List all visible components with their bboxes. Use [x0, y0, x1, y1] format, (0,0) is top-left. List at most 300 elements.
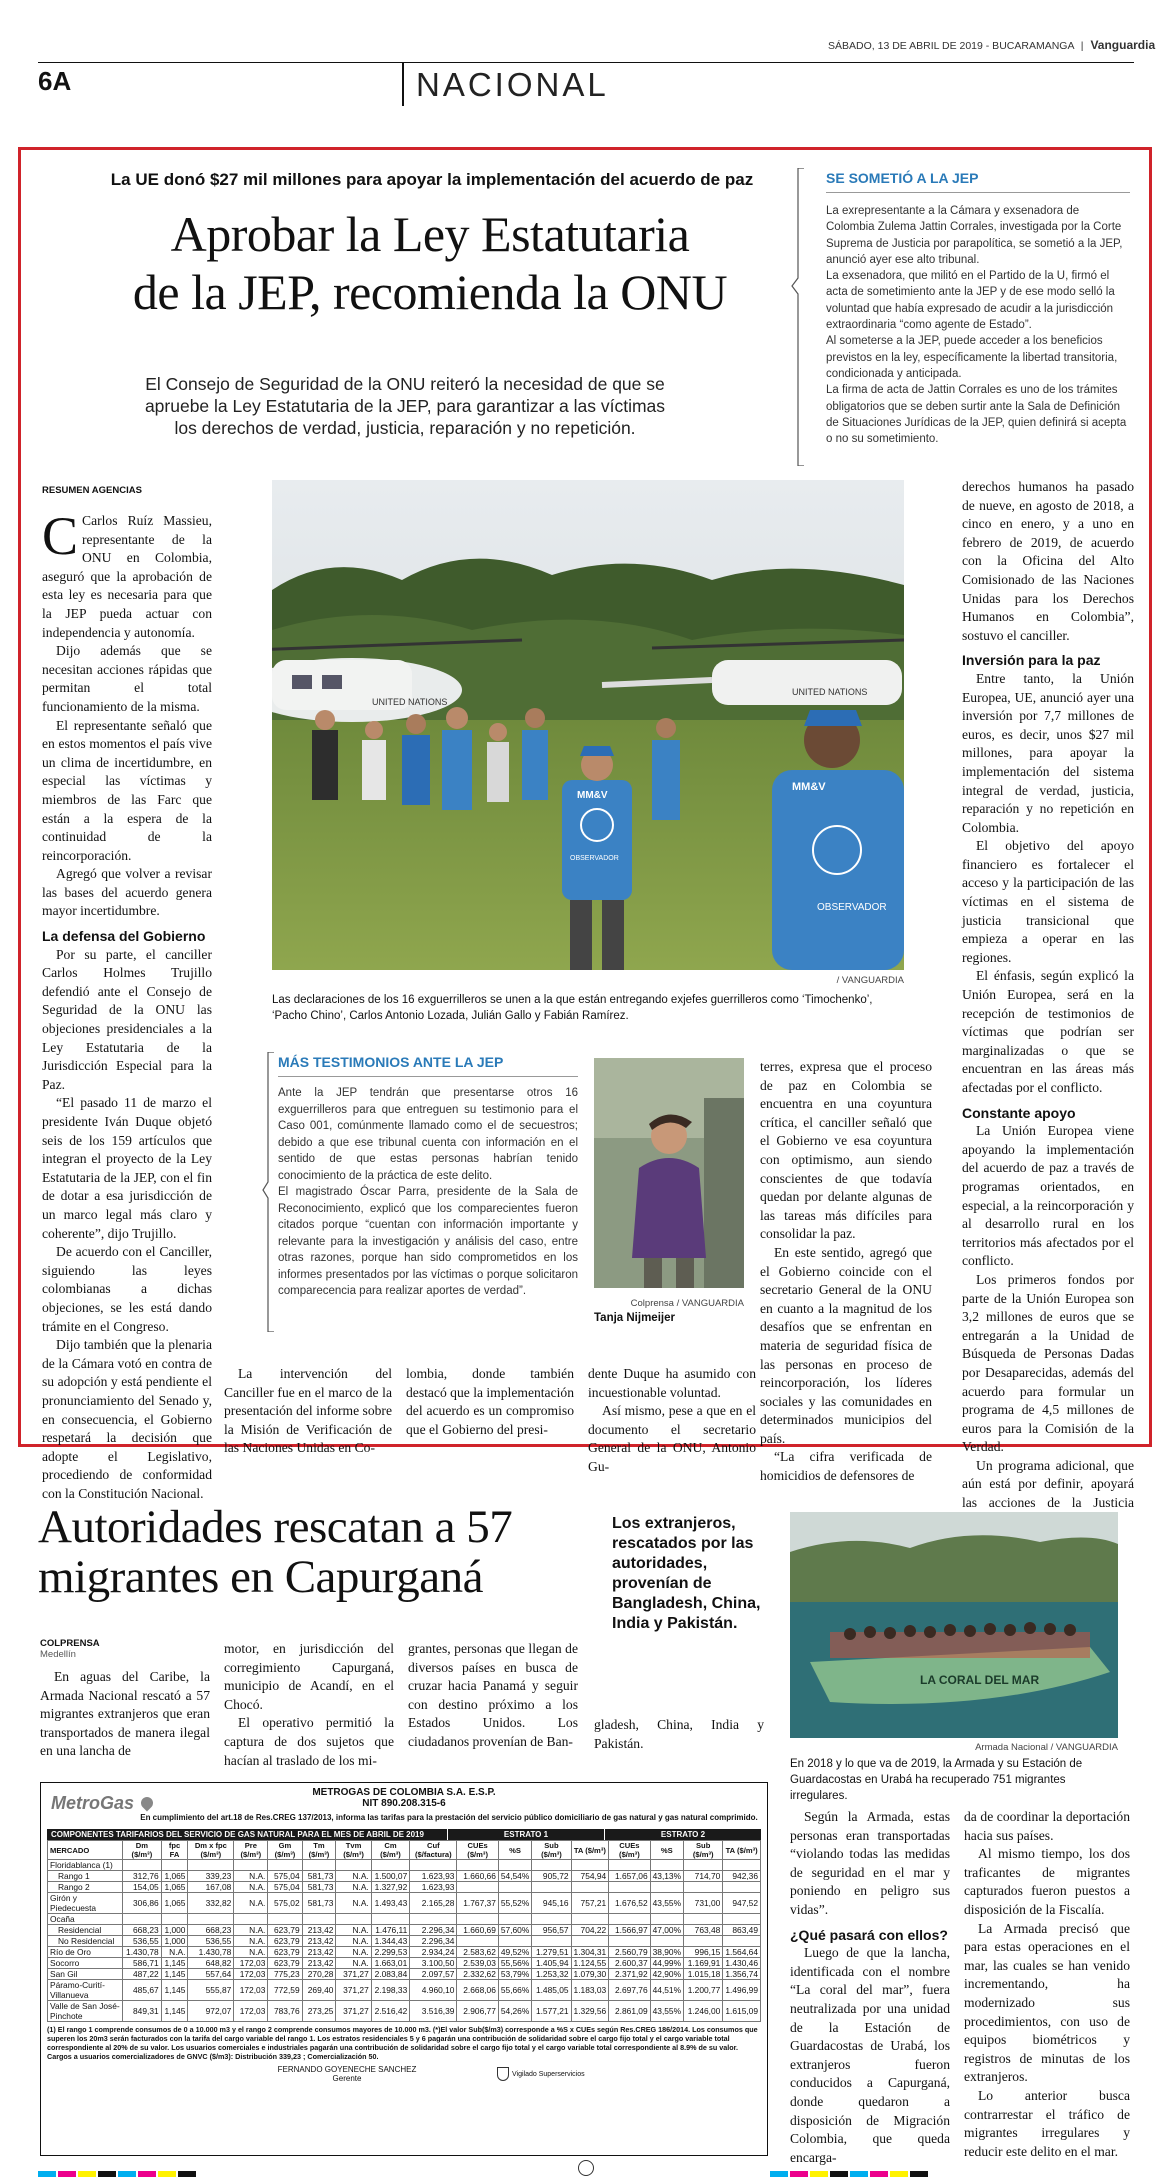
tariff-cell: 714,70 [684, 1871, 723, 1882]
main-photo-credit: / VANGUARDIA [836, 975, 904, 986]
tariff-cell: 648,82 [188, 1958, 234, 1969]
tariff-cell: 1,065 [161, 1893, 188, 1914]
tariff-cell: 2.560,79 [609, 1947, 650, 1958]
tariff-cell [723, 1936, 761, 1947]
tariff-cell [571, 1882, 609, 1893]
tariff-cell: 1.660,66 [457, 1871, 498, 1882]
tariff-cell [650, 1882, 683, 1893]
paragraph: La Unión Europea viene apoyando la implementación del acuerdo de paz a través de programas orientados, en especial, a la reincorporación y al desarrollo rural en los territorios más afectados por el conflicto. [962, 1123, 1134, 1269]
tariff-row [48, 1860, 761, 1871]
tariff-cell [268, 1860, 302, 1871]
tariff-cell: N.A. [234, 1871, 268, 1882]
paragraph: Al mismo tiempo, los dos traficantes de migrantes capturados fueron puestos a disposición de la Fiscalía. [964, 1846, 1130, 1917]
tariff-cell [650, 1860, 683, 1871]
tariff-table [47, 1840, 761, 2022]
tariff-cell: N.A. [234, 1936, 268, 1947]
boat-label: LA CORAL DEL MAR [920, 1673, 1040, 1687]
helicopter-label: UNITED NATIONS [792, 687, 868, 697]
tariff-cell: 371,27 [336, 1969, 371, 1980]
tariff-cell: 1.564,64 [723, 1947, 761, 1958]
tariff-column-header: Tvm ($/m³) [336, 1841, 371, 1860]
tariff-row [48, 1914, 761, 1925]
main-col-2 [224, 1365, 392, 1458]
paragraph: La intervención del Canciller fue en el marco de la presentación del informe sobre la Misión de Verificación de las Naciones Unidas en Co- [224, 1366, 392, 1456]
tariff-cell: 1.279,51 [532, 1947, 571, 1958]
tariff-cell: 43,13% [650, 1871, 683, 1882]
tariff-cell [188, 1914, 234, 1925]
tariff-cell [684, 1882, 723, 1893]
tariff-cell [684, 1860, 723, 1871]
tariff-cell: 2.198,33 [371, 1980, 410, 2001]
paragraph: En aguas del Caribe, la Armada Nacional rescató a 57 migrantes extranjeros que eran transportados de manera ilegal en una lancha de [40, 1669, 210, 1759]
tariff-cell: 704,22 [571, 1925, 609, 1936]
paragraph-text: Carlos Ruíz Massieu, representante de la ONU en Colombia, aseguró que la aprobación de esta ley es necesaria para que la JEP pueda actuar con independencia y autonomía. [42, 513, 212, 640]
tariff-cell: 1.566,97 [609, 1925, 650, 1936]
tariff-cell: 273,25 [302, 2001, 336, 2022]
tariff-cell: 942,36 [723, 1871, 761, 1882]
tariff-cell: 1.657,06 [609, 1871, 650, 1882]
tariff-body [48, 1860, 761, 2022]
tariff-column-header: Dm ($/m³) [123, 1841, 162, 1860]
tariff-cell: 44,51% [650, 1980, 683, 2001]
tariff-cell: Páramo-Curití-Villanueva [48, 1980, 123, 2001]
tariff-cell: Rango 1 [48, 1871, 123, 1882]
tariff-column-header: Cuf ($/factura) [410, 1841, 457, 1860]
tariff-cell: 581,73 [302, 1871, 336, 1882]
tariff-cell: 972,07 [188, 2001, 234, 2022]
main-kicker: La UE donó $27 mil millones para apoyar la implementación del acuerdo de paz [110, 170, 754, 189]
tariff-cell: 668,23 [188, 1925, 234, 1936]
tariff-cell: 213,42 [302, 1936, 336, 1947]
tariff-cell [161, 1914, 188, 1925]
box-testimonios-title: MÁS TESTIMONIOS ANTE LA JEP [278, 1054, 504, 1070]
tariff-row [48, 1947, 761, 1958]
tariff-cell: N.A. [336, 1925, 371, 1936]
paragraph: gladesh, China, India y Pakistán. [594, 1717, 764, 1751]
tariff-cell: 996,15 [684, 1947, 723, 1958]
tariff-cell: 623,79 [268, 1947, 302, 1958]
tariff-column-header: Sub ($/m³) [532, 1841, 571, 1860]
tariff-cell: 1.246,00 [684, 2001, 723, 2022]
paragraph: Un programa adicional, que aún está por definir, apoyará las acciones de la Justicia [962, 1457, 1134, 1511]
paragraph: El énfasis, según explicó la Unión Europea, será en la recepción de testimonios de víctimas que podrían ser marginalizadas o que se encuentran en las áreas más afectadas por el conflicto. [962, 968, 1134, 1095]
registration-marks-right [770, 2166, 930, 2177]
metrogas-ad [40, 1782, 768, 2156]
header-separator [402, 62, 404, 106]
tariff-cell: 1.304,31 [571, 1947, 609, 1958]
section-title: NACIONAL [416, 66, 609, 103]
portrait-illustration [594, 1058, 744, 1288]
tariff-cell: 55,52% [498, 1893, 531, 1914]
tariff-cell: N.A. [234, 1882, 268, 1893]
tariff-cell: N.A. [161, 1947, 188, 1958]
tariff-cell: 38,90% [650, 1947, 683, 1958]
migrants-headline-line2: migrantes en Capurganá [38, 1551, 483, 1603]
paragraph: “El pasado 11 de marzo el presidente Iván Duque objetó seis de los 159 artículos que integran el proyecto de la Ley Estatutaria de la JEP, con el fin de dotar a esa jurisdicción de un marco legal más claro y coherente”, dijo Trujillo. [42, 1095, 212, 1241]
vest-text: MM&V [577, 790, 608, 801]
tariff-cell: 213,42 [302, 1947, 336, 1958]
tariff-cell: 754,94 [571, 1871, 609, 1882]
boat-illustration [790, 1512, 1118, 1738]
tariff-cell: 581,73 [302, 1882, 336, 1893]
main-col-1 [42, 506, 212, 1503]
tariff-cell: 1.183,03 [571, 1980, 609, 2001]
sidebar-sometio [826, 170, 1130, 447]
tariff-cell: 2.697,76 [609, 1980, 650, 2001]
vigilado-text: Vigilado Superservicios [512, 2070, 585, 2078]
paragraph: En este sentido, agregó que el Gobierno coincide con el secretario General de la ONU en cuanto a la magnitud de los desafíos que se enfrentan en materia de seguridad física de las personas en proceso de reincorporación, los líderes sociales y las comunidades en determinados municipios del país. [760, 1244, 932, 1446]
tariff-cell: 775,23 [268, 1969, 302, 1980]
tariff-cell: 172,03 [234, 2001, 268, 2022]
tariff-cell: 1,000 [161, 1925, 188, 1936]
tariff-cell: 1.356,74 [723, 1969, 761, 1980]
tariff-cell [234, 1914, 268, 1925]
tariff-bar-estrato2: ESTRATO 2 [604, 1829, 761, 1840]
tariff-column-header: CUEs ($/m³) [609, 1841, 650, 1860]
tariff-cell: 1.430,78 [188, 1947, 234, 1958]
dateline-text: SÁBADO, 13 DE ABRIL DE 2019 - BUCARAMANGA [828, 40, 1074, 52]
tariff-cell: 1.405,94 [532, 1958, 571, 1969]
tariff-cell: 44,99% [650, 1958, 683, 1969]
paragraph: Por su parte, el canciller Carlos Holmes Trujillo defendió ante el Consejo de Seguridad de la ONU las objeciones presidenciales a la Ley Estatutaria de la Jurisdicción Especial para la Paz. [42, 946, 212, 1092]
tariff-header-row [48, 1841, 761, 1860]
main-col-3 [406, 1365, 574, 1439]
portrait-photo [594, 1058, 744, 1288]
tariff-cell: 1.577,21 [532, 2001, 571, 2022]
tariff-cell [609, 1882, 650, 1893]
tariff-cell: 1.253,32 [532, 1969, 571, 1980]
tariff-cell: 623,79 [268, 1925, 302, 1936]
tariff-cell [571, 1936, 609, 1947]
tariff-cell [457, 1860, 498, 1871]
tariff-cell [650, 1914, 683, 1925]
tariff-cell [161, 1860, 188, 1871]
tariff-cell: 213,42 [302, 1958, 336, 1969]
tariff-cell [723, 1860, 761, 1871]
tariff-cell: 55,66% [498, 1980, 531, 2001]
tariff-column-header: fpc FA [161, 1841, 188, 1860]
tariff-cell: 1,145 [161, 2001, 188, 2022]
paragraph-dropcap [42, 506, 212, 642]
box-testimonios-body [278, 1085, 578, 1300]
tariff-cell: 332,82 [188, 1893, 234, 1914]
tariff-cell: N.A. [336, 1882, 371, 1893]
tariff-cell: 947,52 [723, 1893, 761, 1914]
tariff-cell [336, 1914, 371, 1925]
migrants-headline-line1: Autoridades rescatan a 57 [38, 1501, 513, 1553]
dropcap: C [42, 506, 79, 566]
tariff-cell: 772,59 [268, 1980, 302, 2001]
box-paragraph: El magistrado Óscar Parra, presidente de la Sala de Reconocimiento, explicó que los comparecientes fueron citados porque “cuentan con información importante y relevante para la investigación y análisis del caso, entre otras razones, porque han sido comprometidos en los informes presentados por las víctimas o porque solicitaron comparecencia para realizar aportes de verdad”. [278, 1186, 578, 1297]
tariff-cell [532, 1914, 571, 1925]
tariff-cell: Río de Oro [48, 1947, 123, 1958]
tariff-row [48, 2001, 761, 2022]
vest-text: MM&V [792, 781, 826, 793]
metrogas-company: METROGAS DE COLOMBIA S.A. E.S.P. [312, 1787, 496, 1798]
metrogas-nit: NIT 890.208.315-6 [362, 1798, 446, 1809]
tariff-cell: Socorro [48, 1958, 123, 1969]
masthead: Vanguardia [1090, 38, 1156, 52]
tariff-cell: 1.015,18 [684, 1969, 723, 1980]
subhead-defensa: La defensa del Gobierno [42, 928, 206, 945]
tariff-row [48, 1936, 761, 1947]
tariff-row [48, 1893, 761, 1914]
tariff-cell [684, 1914, 723, 1925]
tariff-cell: 2.371,92 [609, 1969, 650, 1980]
tariff-row [48, 1871, 761, 1882]
paragraph: “La cifra verificada de homicidios de defensores de [760, 1449, 932, 1484]
tariff-cell: 1,065 [161, 1871, 188, 1882]
tariff-cell: 1.124,55 [571, 1958, 609, 1969]
migrants-byline [40, 1638, 100, 1660]
tariff-cell [609, 1860, 650, 1871]
tariff-cell: Girón y Piedecuesta [48, 1893, 123, 1914]
tariff-column-header: Tm ($/m³) [302, 1841, 336, 1860]
paragraph: Dijo también que la plenaria de la Cámara votó en contra de su adopción y está pendiente el pronunciamiento del Senado y, en consecuencia, el Gobierno respetará la decisión que adopte el Legislativo, procediendo de conformidad con la Constitución Nacional. [42, 1337, 212, 1501]
tariff-cell [532, 1860, 571, 1871]
tariff-cell: 1.663,01 [371, 1958, 410, 1969]
tariff-cell: N.A. [336, 1958, 371, 1969]
paragraph: Entre tanto, la Unión Europea, UE, anunció ayer una inversión por 7,7 millones de euros, es decir, unos $27 mil millones, para apoyar la implementación del sistema integral de verdad, justicia, reparación y no repetición en Colombia. [962, 670, 1134, 835]
dateline: SÁBADO, 13 DE ABRIL DE 2019 - BUCARAMANGA | Vanguardia [828, 38, 1156, 52]
paragraph: derechos humanos ha pasado de nueve, en agosto de 2018, a cinco en enero, y a uno en febrero de 2019, de acuerdo con la Oficina del Alto Comisionado de las Naciones Unidas para los Derechos Humanos en Colombia”, sostuvo el canciller. [962, 479, 1134, 643]
tariff-cell: 1.496,99 [723, 1980, 761, 2001]
tariff-cell: 2.668,06 [457, 1980, 498, 2001]
tariff-column-header: CUEs ($/m³) [457, 1841, 498, 1860]
migrants-col-2 [224, 1640, 394, 1770]
tariff-cell: Floridablanca (1) [48, 1860, 123, 1871]
tariff-cell: 2.539,03 [457, 1958, 498, 1969]
tariff-cell: N.A. [336, 1893, 371, 1914]
tariff-cell [684, 1936, 723, 1947]
tariff-cell [723, 1882, 761, 1893]
tariff-cell [457, 1882, 498, 1893]
tariff-row [48, 1882, 761, 1893]
metrogas-footnote: (1) El rango 1 comprende consumos de 0 a 10.000 m3 y el rango 2 comprende consumos mayores de 10.000 m3. (*)El valor Sub($/m3) corresponde a %S x CUEs según Res.CREG 186/2014. Los consumos que superen los 20m3 serán facturados con la tarifa del cargo variable del rango 1. Los estratos residenciales 5 y 6 pagarán una contribución de solidaridad sobre el cargo fijo total y el cargo variable total correspondiente al 20% de su valor. Los usuarios comerciales e industriales pagarán una contribución de solidaridad sobre el cargo fijo total y el cargo variable total correspondiente al 8.9% de su valor. Cargos a usuarios comercializadores de GNVC ($/m3): Distribución 339,23 ; Comercialización 50. [47, 2025, 758, 2061]
tariff-cell: 1.200,77 [684, 1980, 723, 2001]
tariff-row [48, 1980, 761, 2001]
tariff-cell [410, 1914, 457, 1925]
tariff-cell [457, 1914, 498, 1925]
tariff-row [48, 1958, 761, 1969]
tariff-cell [498, 1936, 531, 1947]
tariff-cell [410, 1860, 457, 1871]
migrants-col-6 [964, 1808, 1130, 2161]
tariff-cell [234, 1860, 268, 1871]
tariff-cell [650, 1936, 683, 1947]
tariff-cell [532, 1882, 571, 1893]
tariff-cell: 2.934,24 [410, 1947, 457, 1958]
migrants-col-4 [594, 1716, 764, 1753]
paragraph: Luego de que la lancha, identificada con el nombre “La coral del mar”, fuera neutralizada por una unidad de la Estación de Guardacostas de Urabá, los extranjeros fueron conducidos a Capurganá, donde quedaron a disposición de Migración Colombia, que queda encarga- [790, 1945, 950, 2165]
tariff-cell: 53,79% [498, 1969, 531, 1980]
tariff-cell: 1.079,30 [571, 1969, 609, 1980]
tariff-cell: Ocaña [48, 1914, 123, 1925]
tariff-cell: 731,00 [684, 1893, 723, 1914]
tariff-cell: 2.906,77 [457, 2001, 498, 2022]
sidebar-sometio-body [826, 203, 1130, 447]
tariff-cell: 55,56% [498, 1958, 531, 1969]
vest-text-observer: OBSERVADOR [570, 855, 619, 862]
tariff-cell: 47,00% [650, 1925, 683, 1936]
tariff-cell: 1,145 [161, 1958, 188, 1969]
tariff-cell: 1.430,78 [123, 1947, 162, 1958]
tariff-cell: 905,72 [532, 1871, 571, 1882]
tariff-cell [302, 1860, 336, 1871]
boat-photo [790, 1512, 1118, 1738]
main-col-4 [588, 1365, 756, 1477]
main-col-5 [760, 1058, 932, 1486]
tariff-cell: 1.329,56 [571, 2001, 609, 2022]
tariff-column-header: Gm ($/m³) [268, 1841, 302, 1860]
tariff-cell: 213,42 [302, 1925, 336, 1936]
migrants-byline-city: Medellín [40, 1649, 76, 1660]
tariff-cell: 849,31 [123, 2001, 162, 2022]
tariff-cell: 1.430,46 [723, 1958, 761, 1969]
tariff-bar-title: COMPONENTES TARIFARIOS DEL SERVICIO DE GAS NATURAL PARA EL MES DE ABRIL DE 2019 [47, 1829, 447, 1840]
paragraph: terres, expresa que el proceso de paz en Colombia se encuentra en una coyuntura crítica, el canciller señaló que el Gobierno ve esa coyuntura con optimismo, aun siendo conscientes de que todavía quedan por delante algunas de las tareas más difíciles para consolidar la paz. [760, 1059, 932, 1242]
migrants-headline [38, 1502, 598, 1602]
tariff-cell: 1.623,93 [410, 1882, 457, 1893]
box-testimonios [278, 1054, 578, 1300]
tariff-cell: 575,04 [268, 1871, 302, 1882]
tariff-cell [457, 1936, 498, 1947]
tariff-cell: 2.332,62 [457, 1969, 498, 1980]
tariff-cell: 1,145 [161, 1980, 188, 2001]
tariff-cell: 3.516,39 [410, 2001, 457, 2022]
tariff-cell: 2.165,28 [410, 1893, 457, 1914]
migrants-deck: Los extranjeros, rescatados por las autoridades, provenían de Bangladesh, China, India y Pakistán. [612, 1515, 761, 1632]
portrait-name: Tanja Nijmeijer [594, 1312, 675, 1324]
tariff-cell: 371,27 [336, 1980, 371, 2001]
paragraph: da de coordinar la deportación hacia sus países. [964, 1809, 1130, 1843]
tariff-cell: 172,03 [234, 1969, 268, 1980]
tariff-cell: 586,71 [123, 1958, 162, 1969]
tariff-cell: 1.485,05 [532, 1980, 571, 2001]
paragraph: grantes, personas que llegan de diversos países en busca de cruzar hacia Panamá y seguir con destino próximo a los Estados Unidos. Los ciudadanos provenían de Ban- [408, 1641, 578, 1749]
tariff-cell: 1.623,93 [410, 1871, 457, 1882]
tariff-cell: 956,57 [532, 1925, 571, 1936]
coat-of-arms-icon [497, 2067, 509, 2081]
tariff-cell: 1.169,91 [684, 1958, 723, 1969]
tariff-cell: No Residencial [48, 1936, 123, 1947]
tariff-cell: 4.960,10 [410, 1980, 457, 2001]
tariff-cell [571, 1860, 609, 1871]
tariff-cell: N.A. [336, 1871, 371, 1882]
paragraph: De acuerdo con el Canciller, siguiendo las leyes colombianas a dichas objeciones, se les está dando trámite en el Congreso. [42, 1244, 212, 1334]
tariff-cell: 2.296,34 [410, 1936, 457, 1947]
paragraph: El objetivo del apoyo financiero es fortalecer el acceso y la participación de las víctimas en el sistema de justicia transicional que empieza a operar en las regiones. [962, 838, 1134, 965]
sidebar-sometio-title: SE SOMETIÓ A LA JEP [826, 170, 979, 186]
main-col-6 [962, 478, 1134, 1531]
tariff-cell [498, 1860, 531, 1871]
tariff-cell: 2.583,62 [457, 1947, 498, 1958]
paragraph: motor, en jurisdicción del corregimiento Capurganá, municipio de Acandí, en el Chocó. [224, 1641, 394, 1712]
sidebar-paragraph: La exrepresentante a la Cámara y exsenadora de Colombia Zulema Jattin Corrales, investigada por la Corte Suprema de Justicia por parapolítica, se sometió a la JEP, anunció ayer ese alto tribunal. [826, 205, 1123, 266]
tariff-cell [123, 1914, 162, 1925]
tariff-column-header: MERCADO [48, 1841, 123, 1860]
tariff-cell: San Gil [48, 1969, 123, 1980]
page-number: 6A [38, 66, 72, 96]
main-lead: El Consejo de Seguridad de la ONU reiteró la necesidad de que se apruebe la Ley Estatutaria de la JEP, para garantizar a las víctimas los derechos de verdad, justicia, reparación y no repetición. [144, 374, 666, 438]
tariff-cell: 154,05 [123, 1882, 162, 1893]
tariff-column-header: Cm ($/m³) [371, 1841, 410, 1860]
tariff-cell: 668,23 [123, 1925, 162, 1936]
tariff-cell [723, 1914, 761, 1925]
helicopter-label: UNITED NATIONS [372, 697, 448, 707]
signatory-title: Gerente [332, 2074, 362, 2083]
tariff-cell: 1.344,43 [371, 1936, 410, 1947]
paragraph: lombia, donde también destacó que la implementación del acuerdo es un compromiso que el Gobierno del presi- [406, 1366, 574, 1437]
tariff-cell: 2.516,42 [371, 2001, 410, 2022]
tariff-cell: 536,55 [123, 1936, 162, 1947]
helicopter-scene [272, 480, 904, 970]
registration-marks-left [38, 2166, 198, 2177]
tariff-cell: 306,86 [123, 1893, 162, 1914]
paragraph: Los primeros fondos por parte de la Unión Europea son 3,2 millones de euros que se entregarán a la Unidad de Búsqueda de Personas Dadas por Desaparecidas, además del acuerdo para formular un programa de 4,5 millones de euros para la Comisión de la Verdad. [962, 1271, 1134, 1455]
main-photo [272, 480, 904, 970]
sidebar-paragraph: La exsenadora, que militó en el Partido de la U, firmó el acta de sometimiento ante la JEP y de ese modo selló la voluntad que había expresado de acudir a la jurisdicción extraordinaria “como agente de Estado”. [826, 270, 1115, 332]
paragraph: Así mismo, pese a que en el documento el secretario General de la ONU, Antonio Gu- [588, 1403, 756, 1474]
subhead-inversion: Inversión para la paz [962, 652, 1101, 669]
tariff-cell: 339,23 [188, 1871, 234, 1882]
crosshair-icon [578, 2160, 594, 2176]
tariff-cell: 42,90% [650, 1969, 683, 1980]
tariff-cell [571, 1914, 609, 1925]
tariff-cell: 49,52% [498, 1947, 531, 1958]
tariff-cell: 1.500,07 [371, 1871, 410, 1882]
paragraph: dente Duque ha asumido con incuestionable voluntad. [588, 1366, 756, 1400]
tariff-cell: N.A. [234, 1947, 268, 1958]
metrogas-logo-text: MetroGas [51, 1793, 135, 1813]
tariff-cell: 1.660,69 [457, 1925, 498, 1936]
tariff-cell: 1.327,92 [371, 1882, 410, 1893]
boat-photo-credit: Armada Nacional / VANGUARDIA [975, 1742, 1118, 1753]
tariff-cell: 945,16 [532, 1893, 571, 1914]
tariff-cell [609, 1936, 650, 1947]
tariff-cell: 1.615,09 [723, 2001, 761, 2022]
tariff-cell: 783,76 [268, 2001, 302, 2022]
migrants-col-5 [790, 1808, 950, 2167]
boat-photo-caption: En 2018 y lo que va de 2019, la Armada y su Estación de Guardacostas en Urabá ha recuperado 751 migrantes irregulares. [790, 1758, 1083, 1802]
paragraph: Agregó que volver a revisar las bases del acuerdo genera mayor incertidumbre. [42, 866, 212, 919]
vest-text-observer: OBSERVADOR [817, 902, 887, 913]
header-rule [38, 62, 1134, 63]
tariff-cell: 57,60% [498, 1925, 531, 1936]
tariff-cell [498, 1882, 531, 1893]
tariff-cell: 557,64 [188, 1969, 234, 1980]
tariff-cell [302, 1914, 336, 1925]
main-byline: RESUMEN AGENCIAS [42, 485, 142, 496]
tariff-cell: 312,76 [123, 1871, 162, 1882]
main-headline-line1: Aprobar la Ley Estatutaria [170, 206, 690, 262]
box-bracket [262, 1052, 276, 1332]
tariff-cell: 1.676,52 [609, 1893, 650, 1914]
tariff-cell: 487,22 [123, 1969, 162, 1980]
tariff-column-header: TA ($/m³) [571, 1841, 609, 1860]
tariff-cell: 371,27 [336, 2001, 371, 2022]
paragraph: Según la Armada, estas personas eran transportadas “violando todas las medidas de seguridad en el mar y poniendo en peligro sus vidas”. [790, 1809, 950, 1917]
main-photo-caption: Las declaraciones de los 16 exguerrilleros se unen a la que están entregando exjefes guerrilleros como ‘Timochenko’, ‘Pacho Chino’, Carlos Antonio Lozada, Julián Gallo y Fabián Ramírez. [272, 994, 873, 1022]
box-paragraph: Ante la JEP tendrán que presentarse otros 16 exguerrilleros para que entreguen su testimonio para el Caso 001, comúnmente llamado como el de secuestros; debido a que ese tribunal cuenta con información en el sentido de que estas personas habrían tenido conocimiento de la práctica de este delito. [278, 1087, 578, 1182]
tariff-cell: 575,04 [268, 1882, 302, 1893]
tariff-row [48, 1925, 761, 1936]
tariff-cell [123, 1860, 162, 1871]
tariff-column-header: Sub ($/m³) [684, 1841, 723, 1860]
migrants-byline-agency: COLPRENSA [40, 1638, 100, 1649]
tariff-cell: Residencial [48, 1925, 123, 1936]
migrants-col-1 [40, 1668, 210, 1761]
